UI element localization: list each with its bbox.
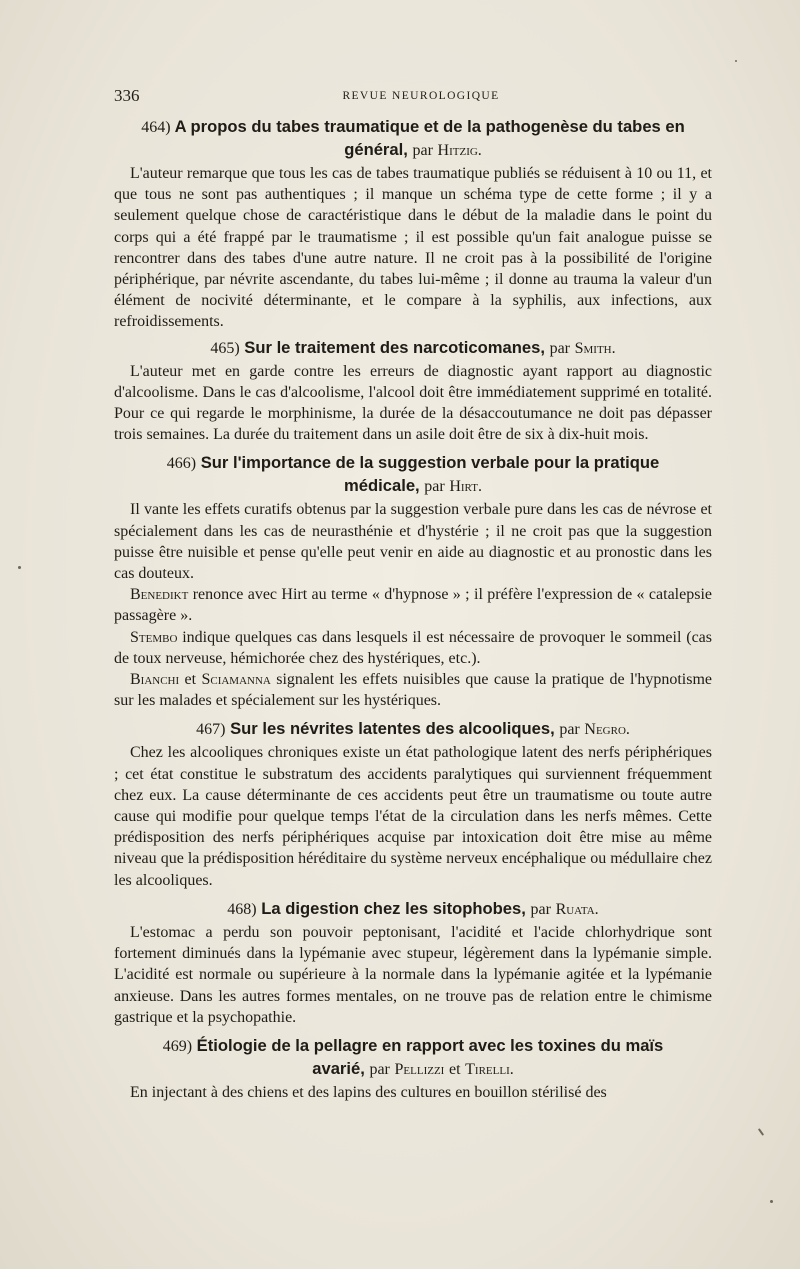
title-line-2: avarié, <box>312 1058 365 1078</box>
paragraph-text: indique quelques cas dans lesquels il est nécessaire de provoquer le sommeil (cas de toux nerveuse, hémichorée chez des hystériques, etc.). <box>114 628 712 667</box>
article-title <box>114 116 712 162</box>
cited-author: Bianchi <box>130 671 180 689</box>
article-paragraph: En injectant à des chiens et des lapins des cultures en bouillon stérilisé des <box>130 1083 607 1101</box>
title-line-1: Sur les névrites latentes des alcooliques, <box>230 719 555 739</box>
text-column <box>114 86 712 1103</box>
title-line-2: médicale, <box>344 476 420 496</box>
article-467 <box>114 718 712 890</box>
article-466 <box>114 452 712 711</box>
par-word: par <box>549 339 570 357</box>
article-title <box>114 718 712 741</box>
article-paragraph <box>114 584 712 626</box>
article-number: 467) <box>196 721 226 739</box>
article-paragraph: L'auteur remarque que tous les cas de tabes traumatique publiés se réduisent à 10 ou 11, et que tous ne sont pas authentiques ; il manque un schéma type de cette forme ; il y a seulement quelque chose de caractéristique dans le début de la maladie dans le point du corps qui a été frappé par le traumatisme ; il est possible qu'un fait analogue puisse se rencontrer dans des tabes d'une autre nature. Il ne croit pas à la possibilité de l'origine périphérique, par névrite ascendante, du tabes lui-même ; il donne au trauma la valeur d'un élément de nocivité déterminante, et le compare à la syphilis, aux infections, aux refroidissements. <box>114 165 712 331</box>
cited-author: Sciamanna <box>201 671 271 689</box>
title-line-1: Sur l'importance de la suggestion verbale pour la pratique <box>200 453 660 473</box>
article-paragraph <box>114 669 712 711</box>
article-464 <box>114 116 712 333</box>
cited-author: Stembo <box>130 628 178 646</box>
title-line-1: Sur le traitement des narcoticomanes, <box>244 337 545 357</box>
article-number: 465) <box>210 339 240 357</box>
article-title <box>114 337 712 360</box>
title-line-1: Étiologie de la pellagre en rapport avec les toxines du maïs <box>196 1035 664 1055</box>
page-number: 336 <box>114 86 140 105</box>
author-name: Ruata. <box>555 900 599 918</box>
article-469 <box>114 1035 712 1103</box>
par-word: par <box>369 1060 390 1078</box>
par-word: par <box>424 478 445 496</box>
title-line-1: La digestion chez les sitophobes, <box>261 898 526 918</box>
article-paragraph: Chez les alcooliques chroniques existe un état pathologique latent des nerfs périphériques ; cet état constitue le substratum des accidents paralytiques qui surviennent fréquemment chez eux. La cause déterminante de ces accidents peut être un traumatisme ou toute autre cause qui modifie pour quelque temps l'état de la circulation dans les nerfs mêmes. Cette prédisposition des nerfs périphériques acquise par intoxication doit être mise au même niveau que la prédisposition héréditaire du système nerveux encéphalique ou médullaire chez les alcooliques. <box>114 744 712 889</box>
et-word: et <box>448 1060 461 1078</box>
article-468 <box>114 898 712 1028</box>
scan-speck <box>735 60 737 62</box>
cited-author: Benedikt <box>130 586 189 604</box>
paragraph-text: renonce avec Hirt au terme « d'hypnose » ; il préfère l'expression de « catalepsie passagère ». <box>114 586 712 625</box>
author-name: Negro. <box>584 721 630 739</box>
running-title: REVUE NEUROLOGIQUE <box>342 90 500 102</box>
page-header <box>114 86 712 112</box>
article-title <box>114 452 712 498</box>
article-paragraph: L'auteur met en garde contre les erreurs de diagnostic ayant rapport au diagnostic d'alcoolisme. Dans le cas d'alcoolisme, l'alcool doit être immédiatement supprimé en totalité. Pour ce qui regarde le morphinisme, la durée de la désaccoutumance ne doit pas dépasser trois semaines. La durée du traitement dans un asile doit être de six à dix-huit mois. <box>114 362 712 444</box>
author-name: Hitzig. <box>437 142 482 159</box>
par-word: par <box>530 900 551 918</box>
article-465 <box>114 337 712 446</box>
par-word: par <box>559 721 580 739</box>
author-name: Pellizzi <box>394 1060 445 1078</box>
article-paragraph: Il vante les effets curatifs obtenus par la suggestion verbale pure dans les cas de névrose et spécialement dans les cas de neurasthénie et d'hystérie ; il ne croit pas que la suggestion puisse être nuisible et pense qu'elle peut venir en aide au diagnostic et au pronostic dans les cas douteux. <box>114 501 712 583</box>
article-number: 468) <box>227 900 257 918</box>
title-line-2: général, <box>344 140 408 159</box>
article-title <box>114 898 712 921</box>
author-name: Smith. <box>574 339 616 357</box>
title-line-1: A propos du tabes traumatique et de la pathogenèse du tabes en <box>174 117 685 136</box>
par-word: par <box>412 142 433 159</box>
scan-speck <box>770 1200 773 1203</box>
author-name: Hirt. <box>449 478 482 496</box>
article-number: 466) <box>166 455 197 473</box>
paragraph-text: signalent les effets nuisibles que cause la pratique de l'hypnotisme sur les malades et spécialement sur les hystériques. <box>114 671 712 710</box>
article-paragraph: L'estomac a perdu son pouvoir peptonisant, l'acidité et l'acide chlorhydrique sont fortement diminués dans la lypémanie avec stupeur, légèrement dans la lypémanie simple. L'acidité est normale ou supérieure à la normale dans la lypémanie agitée et la lypémanie anxieuse. Dans les autres formes mentales, on ne trouve pas de relation entre le chimisme gastrique et la psychopathie. <box>114 923 712 1026</box>
scan-speck <box>758 1128 764 1136</box>
paragraph-text: et <box>179 671 202 689</box>
author-name: Tirelli. <box>465 1060 514 1078</box>
article-paragraph <box>114 627 712 669</box>
scan-speck <box>18 566 21 569</box>
article-number: 464) <box>141 119 171 136</box>
article-number: 469) <box>162 1037 193 1055</box>
article-title <box>114 1035 712 1081</box>
